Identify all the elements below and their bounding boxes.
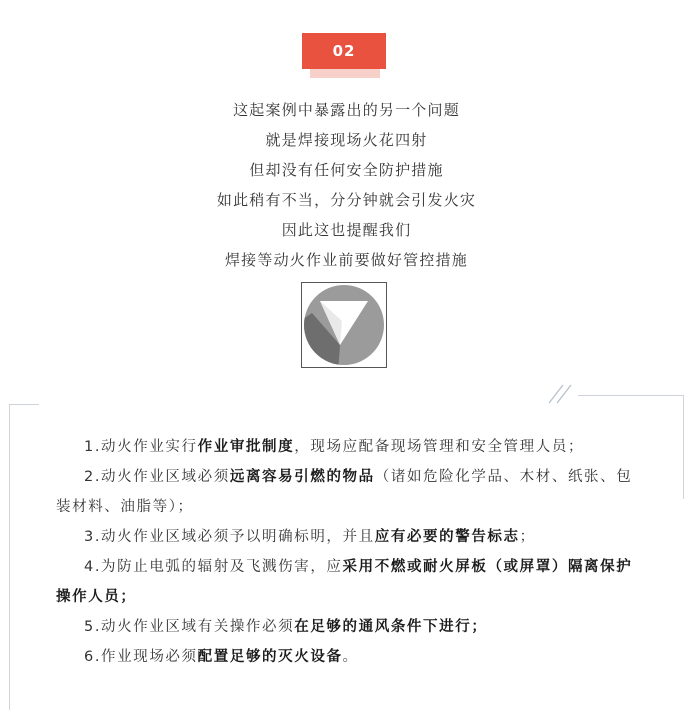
rule-item [56, 432, 636, 462]
rule-emphasis: 采用不燃或耐火屏板（或屏罩）隔离保护操作人员； [56, 559, 633, 605]
intro-line: 就是焊接现场火花四射 [265, 131, 428, 149]
rule-text: 4.为防止电弧的辐射及飞溅伤害，应 [84, 559, 343, 575]
rule-item [56, 522, 636, 552]
rule-text: 6.作业现场必须 [84, 649, 198, 665]
rule-emphasis: 在足够的通风条件下进行； [294, 619, 488, 635]
intro-line: 如此稍有不当，分分钟就会引发火灾 [216, 191, 477, 209]
rule-emphasis: 远离容易引燃的物品 [229, 469, 375, 485]
frame-border-right [683, 395, 684, 499]
rule-text: 5.动火作业区域有关操作必须 [84, 619, 295, 635]
rule-emphasis: 配置足够的灭火设备 [197, 649, 343, 665]
rule-emphasis: 作业审批制度 [197, 439, 295, 455]
rule-item [56, 462, 636, 522]
intro-line: 但却没有任何安全防护措施 [249, 161, 444, 179]
rule-text: 。 [342, 649, 359, 665]
rule-text: 3.动火作业区域必须予以明确标明，并且 [84, 529, 375, 545]
section-number-badge: 02 [302, 33, 386, 69]
frame-border-top-left [9, 404, 39, 405]
rule-emphasis: 应有必要的警告标志 [374, 529, 520, 545]
rule-item [56, 642, 636, 672]
rule-text: 2.动火作业区域必须 [84, 469, 230, 485]
safety-rules-list [56, 432, 636, 672]
decorative-slashes-icon [547, 383, 575, 405]
rule-text: （诸如危险化学品、木材、纸张、包装材料、油脂等）； [56, 469, 633, 515]
rule-item [56, 552, 636, 612]
frame-border-top-right [578, 395, 684, 396]
rule-text: ，现场应配备现场管理和安全管理人员； [294, 439, 585, 455]
rule-text: ； [519, 529, 536, 545]
intro-line: 焊接等动火作业前要做好管控措施 [224, 251, 468, 269]
intro-line: 因此这也提醒我们 [281, 221, 412, 239]
down-chevron-circle-icon [301, 282, 387, 368]
rule-text: 1.动火作业实行 [84, 439, 198, 455]
frame-border-left [9, 404, 10, 710]
intro-text [0, 95, 693, 275]
intro-line: 这起案例中暴露出的另一个问题 [233, 101, 460, 119]
rule-item [56, 612, 636, 642]
